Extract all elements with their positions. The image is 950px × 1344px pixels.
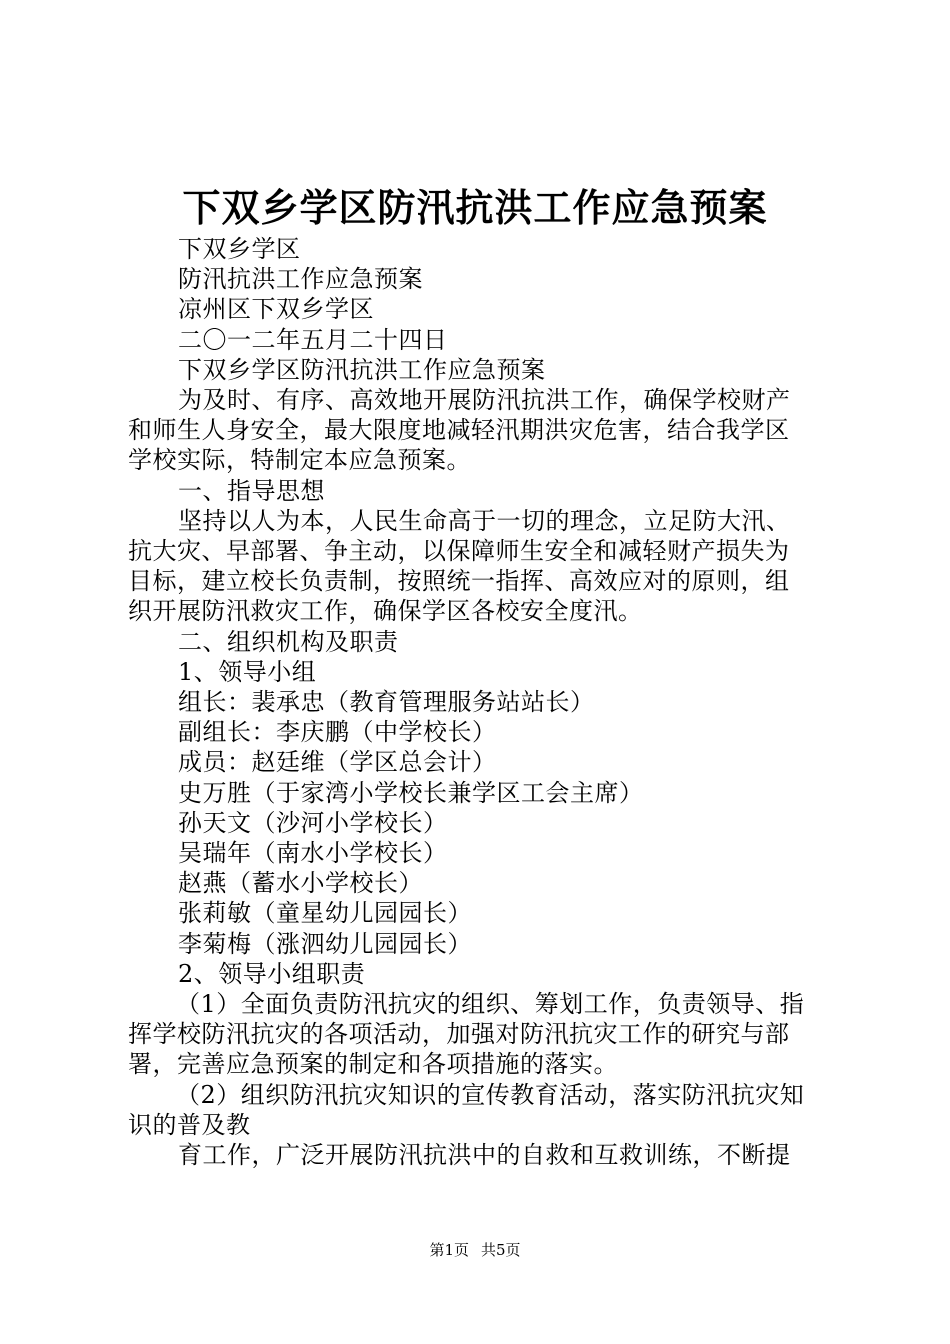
duty-line: （2）组织防汛抗灾知识的宣传教育活动，落实防汛抗灾知 [176,1080,805,1109]
cover-line: 凉州区下双乡学区 [178,295,374,324]
document-body [128,234,828,1170]
duty-line: 育工作，广泛开展防汛抗洪中的自救和互救训练，不断提 [178,1141,791,1170]
intro-line: 和师生人身安全，最大限度地减轻汛期洪灾危害，结合我学区 [128,416,790,445]
cover-line: 下双乡学区防汛抗洪工作应急预案 [178,355,546,384]
section-heading: 二、组织机构及职责 [178,627,399,656]
member-line: 组长：裴承忠（教育管理服务站站长） [178,688,595,717]
duty-line: 署，完善应急预案的制定和各项措施的落实。 [128,1050,618,1079]
subsection-heading: 1、领导小组 [178,657,317,686]
section1-line: 坚持以人为本，人民生命高于一切的理念，立足防大汛、 [178,506,791,535]
duty-line: （1）全面负责防汛抗灾的组织、筹划工作，负责领导、指 [176,990,805,1019]
cover-line: 二〇一二年五月二十四日 [178,325,448,354]
member-line: 张莉敏（童星幼儿园园长） [178,899,472,928]
section1-line: 目标，建立校长负责制，按照统一指挥、高效应对的原则，组 [128,567,790,596]
cover-line: 防汛抗洪工作应急预案 [178,265,423,294]
member-line: 孙天文（沙河小学校长） [178,808,448,837]
member-line: 李菊梅（涨泗幼儿园园长） [178,929,472,958]
document-title: 下双乡学区防汛抗洪工作应急预案 [182,185,768,230]
intro-line: 为及时、有序、高效地开展防汛抗洪工作，确保学校财产 [178,386,791,415]
section1-line: 抗大灾、早部署、争主动，以保障师生安全和减轻财产损失为 [128,537,790,566]
member-line: 成员：赵廷维（学区总会计） [178,748,497,777]
section1-line: 织开展防汛救灾工作，确保学区各校安全度汛。 [128,597,643,626]
duty-line: 挥学校防汛抗灾的各项活动，加强对防汛抗灾工作的研究与部 [128,1020,790,1049]
page-number: 第1页 [429,1241,469,1259]
section-heading: 一、指导思想 [178,476,325,505]
member-line: 吴瑞年（南水小学校长） [178,839,448,868]
duty-line: 识的普及教 [128,1110,251,1139]
member-line: 赵燕（蓄水小学校长） [178,869,423,898]
intro-line: 学校实际，特制定本应急预案。 [128,446,471,475]
member-line: 副组长：李庆鹏（中学校长） [178,718,497,747]
cover-line: 下双乡学区 [178,235,301,263]
page-total: 共5页 [481,1241,521,1259]
page-footer [0,1240,950,1260]
subsection-heading: 2、领导小组职责 [178,959,366,988]
member-line: 史万胜（于家湾小学校长兼学区工会主席） [178,778,644,807]
